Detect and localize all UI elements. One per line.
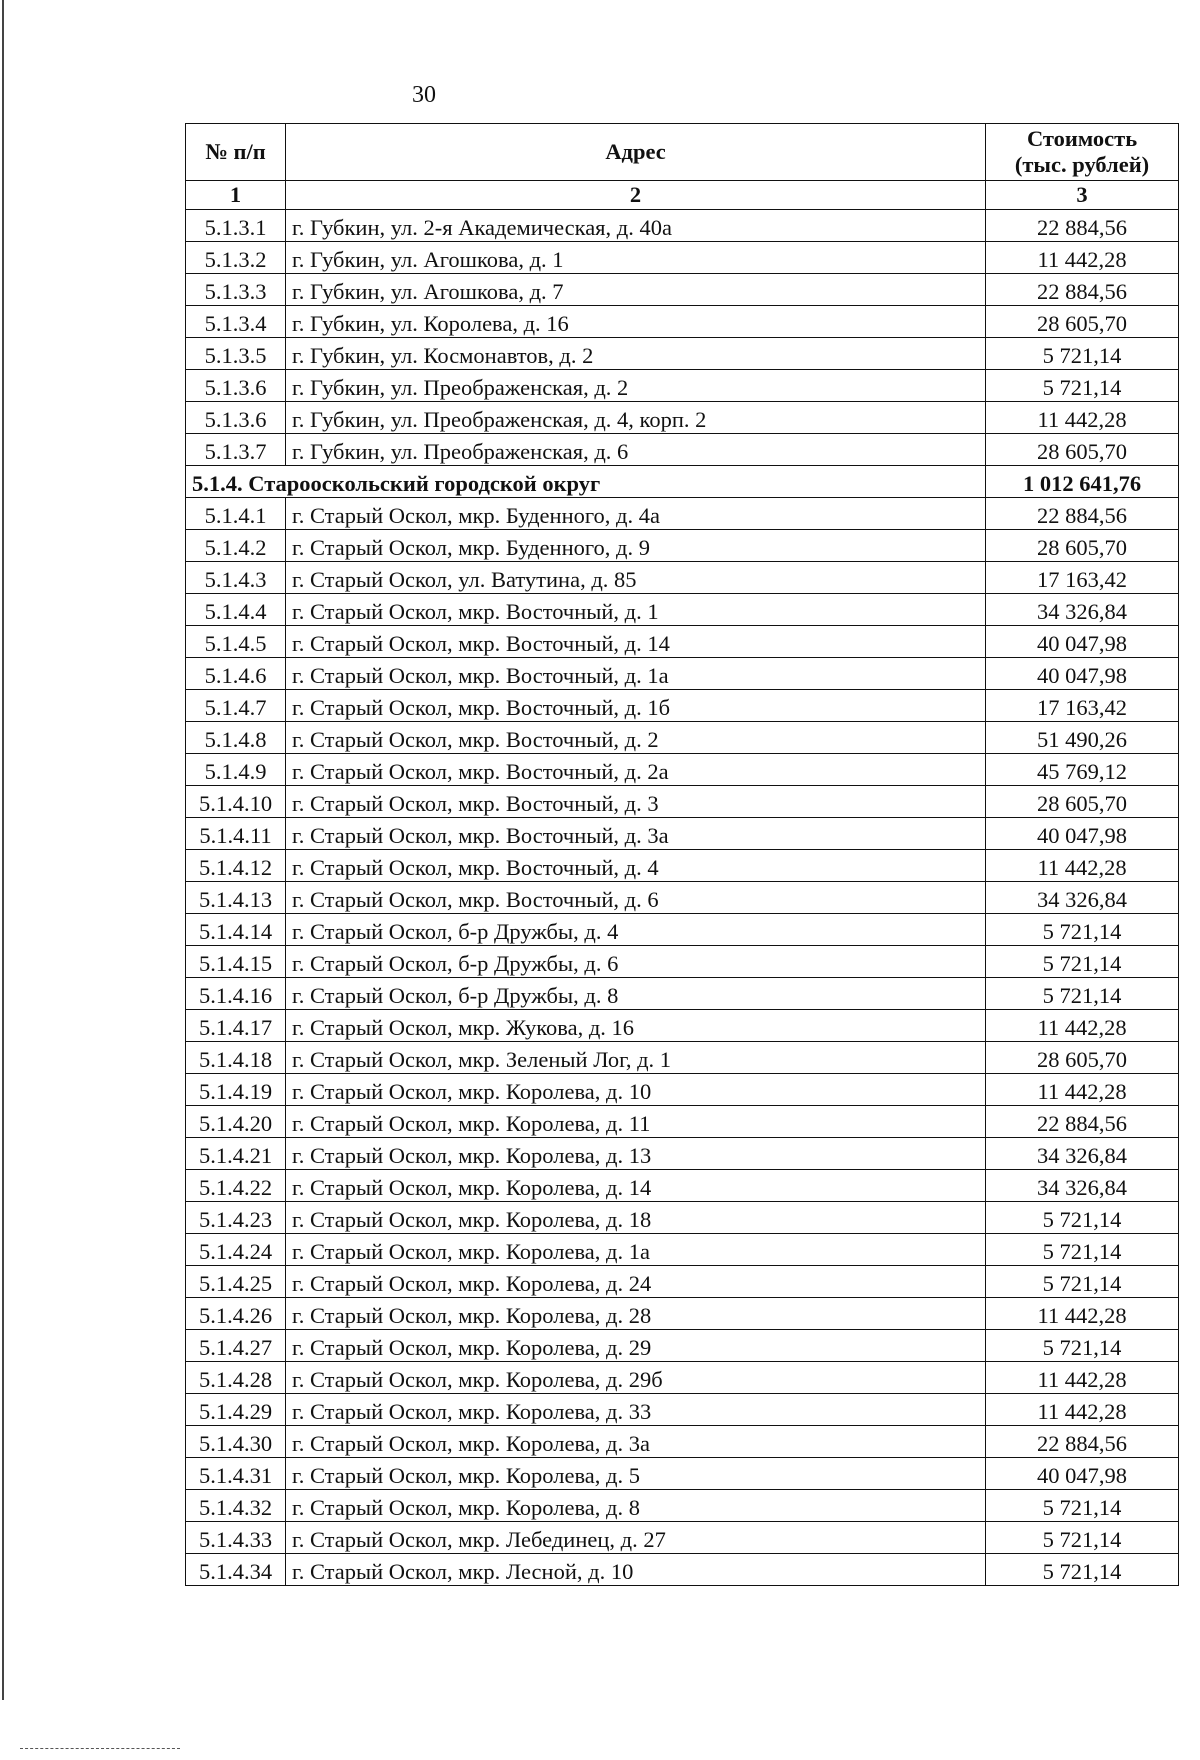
row-address: г. Старый Оскол, б-р Дружбы, д. 6 [286, 946, 986, 978]
row-cost: 51 490,26 [986, 722, 1179, 754]
row-number: 5.1.4.6 [186, 658, 286, 690]
row-number: 5.1.4.10 [186, 786, 286, 818]
row-cost: 28 605,70 [986, 786, 1179, 818]
row-cost: 34 326,84 [986, 1138, 1179, 1170]
row-address: г. Старый Оскол, мкр. Восточный, д. 1а [286, 658, 986, 690]
row-address: г. Старый Оскол, мкр. Королева, д. 8 [286, 1490, 986, 1522]
row-address: г. Старый Оскол, мкр. Королева, д. 3а [286, 1426, 986, 1458]
row-cost: 5 721,14 [986, 370, 1179, 402]
row-number: 5.1.4.21 [186, 1138, 286, 1170]
table-row [186, 1394, 1179, 1426]
row-number: 5.1.4.30 [186, 1426, 286, 1458]
row-cost: 11 442,28 [986, 1074, 1179, 1106]
row-address: г. Старый Оскол, мкр. Восточный, д. 2а [286, 754, 986, 786]
row-cost: 5 721,14 [986, 1490, 1179, 1522]
table-row [186, 626, 1179, 658]
scan-edge-left [2, 0, 4, 1700]
row-cost: 28 605,70 [986, 306, 1179, 338]
row-address: г. Старый Оскол, мкр. Восточный, д. 3а [286, 818, 986, 850]
header-cost [986, 124, 1179, 181]
table-row [186, 210, 1179, 242]
row-number: 5.1.4.18 [186, 1042, 286, 1074]
header-cost-line1: Стоимость [1026, 126, 1138, 152]
row-cost: 22 884,56 [986, 1106, 1179, 1138]
row-cost: 34 326,84 [986, 594, 1179, 626]
table-row [186, 306, 1179, 338]
row-number: 5.1.3.4 [186, 306, 286, 338]
table-row [186, 402, 1179, 434]
row-address: г. Старый Оскол, мкр. Восточный, д. 3 [286, 786, 986, 818]
row-number: 5.1.3.5 [186, 338, 286, 370]
cost-table [185, 123, 1179, 1586]
row-address: г. Старый Оскол, мкр. Королева, д. 29 [286, 1330, 986, 1362]
row-cost: 22 884,56 [986, 274, 1179, 306]
table-row [186, 850, 1179, 882]
row-address: г. Старый Оскол, мкр. Королева, д. 28 [286, 1298, 986, 1330]
row-number: 5.1.4.23 [186, 1202, 286, 1234]
table-row [186, 914, 1179, 946]
table-row [186, 722, 1179, 754]
row-address: г. Старый Оскол, мкр. Королева, д. 1а [286, 1234, 986, 1266]
row-address: г. Старый Оскол, мкр. Зеленый Лог, д. 1 [286, 1042, 986, 1074]
table-row [186, 594, 1179, 626]
row-cost: 17 163,42 [986, 562, 1179, 594]
row-number: 5.1.4.1 [186, 498, 286, 530]
table-row [186, 1330, 1179, 1362]
row-address: г. Губкин, ул. Преображенская, д. 2 [286, 370, 986, 402]
row-cost: 34 326,84 [986, 1170, 1179, 1202]
table-row [186, 754, 1179, 786]
row-cost: 34 326,84 [986, 882, 1179, 914]
row-cost: 5 721,14 [986, 1234, 1179, 1266]
row-number: 5.1.4.27 [186, 1330, 286, 1362]
table-row [186, 434, 1179, 466]
row-number: 5.1.4.5 [186, 626, 286, 658]
table-row [186, 1458, 1179, 1490]
row-cost: 11 442,28 [986, 402, 1179, 434]
row-cost: 11 442,28 [986, 1298, 1179, 1330]
row-cost: 22 884,56 [986, 1426, 1179, 1458]
row-number: 5.1.4.8 [186, 722, 286, 754]
table-row [186, 338, 1179, 370]
row-number: 5.1.4.20 [186, 1106, 286, 1138]
table-row [186, 1234, 1179, 1266]
row-number: 5.1.4.16 [186, 978, 286, 1010]
row-cost: 5 721,14 [986, 978, 1179, 1010]
section-header [186, 466, 1179, 498]
table-row [186, 1298, 1179, 1330]
table-row [186, 1554, 1179, 1586]
row-address: г. Старый Оскол, мкр. Лебединец, д. 27 [286, 1522, 986, 1554]
row-cost: 11 442,28 [986, 1394, 1179, 1426]
table-row [186, 274, 1179, 306]
table-row [186, 1042, 1179, 1074]
row-address: г. Губкин, ул. Агошкова, д. 7 [286, 274, 986, 306]
row-number: 5.1.3.2 [186, 242, 286, 274]
row-address: г. Старый Оскол, мкр. Королева, д. 5 [286, 1458, 986, 1490]
row-number: 5.1.4.33 [186, 1522, 286, 1554]
row-number: 5.1.3.7 [186, 434, 286, 466]
row-number: 5.1.4.32 [186, 1490, 286, 1522]
row-number: 5.1.4.12 [186, 850, 286, 882]
section-label: 5.1.4. Старооскольский городской округ [186, 466, 986, 498]
row-number: 5.1.3.6 [186, 402, 286, 434]
row-number: 5.1.4.11 [186, 818, 286, 850]
row-address: г. Старый Оскол, б-р Дружбы, д. 8 [286, 978, 986, 1010]
row-number: 5.1.4.9 [186, 754, 286, 786]
row-number: 5.1.4.19 [186, 1074, 286, 1106]
row-cost: 5 721,14 [986, 946, 1179, 978]
row-cost: 11 442,28 [986, 1010, 1179, 1042]
row-cost: 5 721,14 [986, 1330, 1179, 1362]
row-cost: 5 721,14 [986, 338, 1179, 370]
row-cost: 28 605,70 [986, 530, 1179, 562]
row-address: г. Губкин, ул. Агошкова, д. 1 [286, 242, 986, 274]
table-row [186, 1074, 1179, 1106]
section-row [186, 466, 1179, 498]
table-row [186, 1106, 1179, 1138]
row-cost: 5 721,14 [986, 1202, 1179, 1234]
row-number: 5.1.4.15 [186, 946, 286, 978]
table-row [186, 370, 1179, 402]
row-address: г. Старый Оскол, мкр. Королева, д. 14 [286, 1170, 986, 1202]
row-address: г. Старый Оскол, мкр. Буденного, д. 4а [286, 498, 986, 530]
table-row [186, 786, 1179, 818]
row-cost: 22 884,56 [986, 210, 1179, 242]
row-number: 5.1.3.6 [186, 370, 286, 402]
table-row [186, 1170, 1179, 1202]
table-row [186, 818, 1179, 850]
row-address: г. Старый Оскол, мкр. Восточный, д. 1б [286, 690, 986, 722]
row-address: г. Старый Оскол, мкр. Жукова, д. 16 [286, 1010, 986, 1042]
table-row [186, 562, 1179, 594]
column-numbers-row [186, 181, 1179, 210]
row-cost: 11 442,28 [986, 1362, 1179, 1394]
row-address: г. Старый Оскол, мкр. Восточный, д. 14 [286, 626, 986, 658]
table-row [186, 658, 1179, 690]
row-number: 5.1.4.29 [186, 1394, 286, 1426]
row-cost: 5 721,14 [986, 1266, 1179, 1298]
table-row [186, 1202, 1179, 1234]
row-cost: 28 605,70 [986, 1042, 1179, 1074]
table-row [186, 1266, 1179, 1298]
row-cost: 45 769,12 [986, 754, 1179, 786]
row-number: 5.1.4.26 [186, 1298, 286, 1330]
row-address: г. Старый Оскол, мкр. Королева, д. 33 [286, 1394, 986, 1426]
section-cost: 1 012 641,76 [986, 466, 1179, 498]
row-address: г. Старый Оскол, мкр. Восточный, д. 2 [286, 722, 986, 754]
header-cost-line2: (тыс. рублей) [1014, 152, 1150, 177]
row-number: 5.1.4.7 [186, 690, 286, 722]
table-row [186, 1426, 1179, 1458]
row-number: 5.1.4.28 [186, 1362, 286, 1394]
row-address: г. Старый Оскол, мкр. Буденного, д. 9 [286, 530, 986, 562]
row-cost: 40 047,98 [986, 818, 1179, 850]
row-cost: 40 047,98 [986, 1458, 1179, 1490]
table-body-upper [186, 210, 1179, 466]
row-cost: 11 442,28 [986, 850, 1179, 882]
header-row [186, 124, 1179, 181]
row-cost: 40 047,98 [986, 626, 1179, 658]
row-address: г. Губкин, ул. Королева, д. 16 [286, 306, 986, 338]
table-row [186, 1522, 1179, 1554]
row-address: г. Старый Оскол, мкр. Королева, д. 11 [286, 1106, 986, 1138]
row-address: г. Старый Оскол, мкр. Королева, д. 10 [286, 1074, 986, 1106]
row-number: 5.1.3.3 [186, 274, 286, 306]
row-number: 5.1.4.24 [186, 1234, 286, 1266]
row-cost: 17 163,42 [986, 690, 1179, 722]
row-address: г. Губкин, ул. Преображенская, д. 4, корп. 2 [286, 402, 986, 434]
row-number: 5.1.4.13 [186, 882, 286, 914]
row-number: 5.1.3.1 [186, 210, 286, 242]
row-address: г. Старый Оскол, ул. Ватутина, д. 85 [286, 562, 986, 594]
table-row [186, 882, 1179, 914]
header-address: Адрес [286, 124, 986, 181]
row-address: г. Губкин, ул. 2-я Академическая, д. 40а [286, 210, 986, 242]
row-address: г. Старый Оскол, мкр. Королева, д. 18 [286, 1202, 986, 1234]
table-row [186, 690, 1179, 722]
scan-edge-bottom [20, 1748, 180, 1750]
row-cost: 5 721,14 [986, 1554, 1179, 1586]
row-number: 5.1.4.22 [186, 1170, 286, 1202]
table-row [186, 242, 1179, 274]
row-cost: 11 442,28 [986, 242, 1179, 274]
row-number: 5.1.4.17 [186, 1010, 286, 1042]
column-number: 3 [986, 181, 1179, 210]
row-address: г. Губкин, ул. Космонавтов, д. 2 [286, 338, 986, 370]
row-address: г. Старый Оскол, б-р Дружбы, д. 4 [286, 914, 986, 946]
table-row [186, 530, 1179, 562]
table-row [186, 946, 1179, 978]
row-address: г. Старый Оскол, мкр. Восточный, д. 6 [286, 882, 986, 914]
row-number: 5.1.4.31 [186, 1458, 286, 1490]
row-cost: 28 605,70 [986, 434, 1179, 466]
row-address: г. Старый Оскол, мкр. Королева, д. 13 [286, 1138, 986, 1170]
table-row [186, 1362, 1179, 1394]
table-body-lower [186, 498, 1179, 1586]
row-number: 5.1.4.25 [186, 1266, 286, 1298]
row-number: 5.1.4.3 [186, 562, 286, 594]
table-row [186, 1010, 1179, 1042]
header-num: № п/п [186, 124, 286, 181]
table-header [186, 124, 1179, 210]
page-number: 30 [412, 82, 436, 108]
row-address: г. Старый Оскол, мкр. Королева, д. 29б [286, 1362, 986, 1394]
row-number: 5.1.4.34 [186, 1554, 286, 1586]
row-cost: 5 721,14 [986, 914, 1179, 946]
table-row [186, 498, 1179, 530]
table-row [186, 978, 1179, 1010]
row-number: 5.1.4.14 [186, 914, 286, 946]
row-cost: 5 721,14 [986, 1522, 1179, 1554]
table-row [186, 1490, 1179, 1522]
column-number: 2 [286, 181, 986, 210]
row-number: 5.1.4.2 [186, 530, 286, 562]
row-address: г. Старый Оскол, мкр. Восточный, д. 4 [286, 850, 986, 882]
row-address: г. Старый Оскол, мкр. Лесной, д. 10 [286, 1554, 986, 1586]
row-address: г. Старый Оскол, мкр. Королева, д. 24 [286, 1266, 986, 1298]
row-address: г. Старый Оскол, мкр. Восточный, д. 1 [286, 594, 986, 626]
row-cost: 40 047,98 [986, 658, 1179, 690]
row-address: г. Губкин, ул. Преображенская, д. 6 [286, 434, 986, 466]
row-cost: 22 884,56 [986, 498, 1179, 530]
table-row [186, 1138, 1179, 1170]
column-number: 1 [186, 181, 286, 210]
row-number: 5.1.4.4 [186, 594, 286, 626]
